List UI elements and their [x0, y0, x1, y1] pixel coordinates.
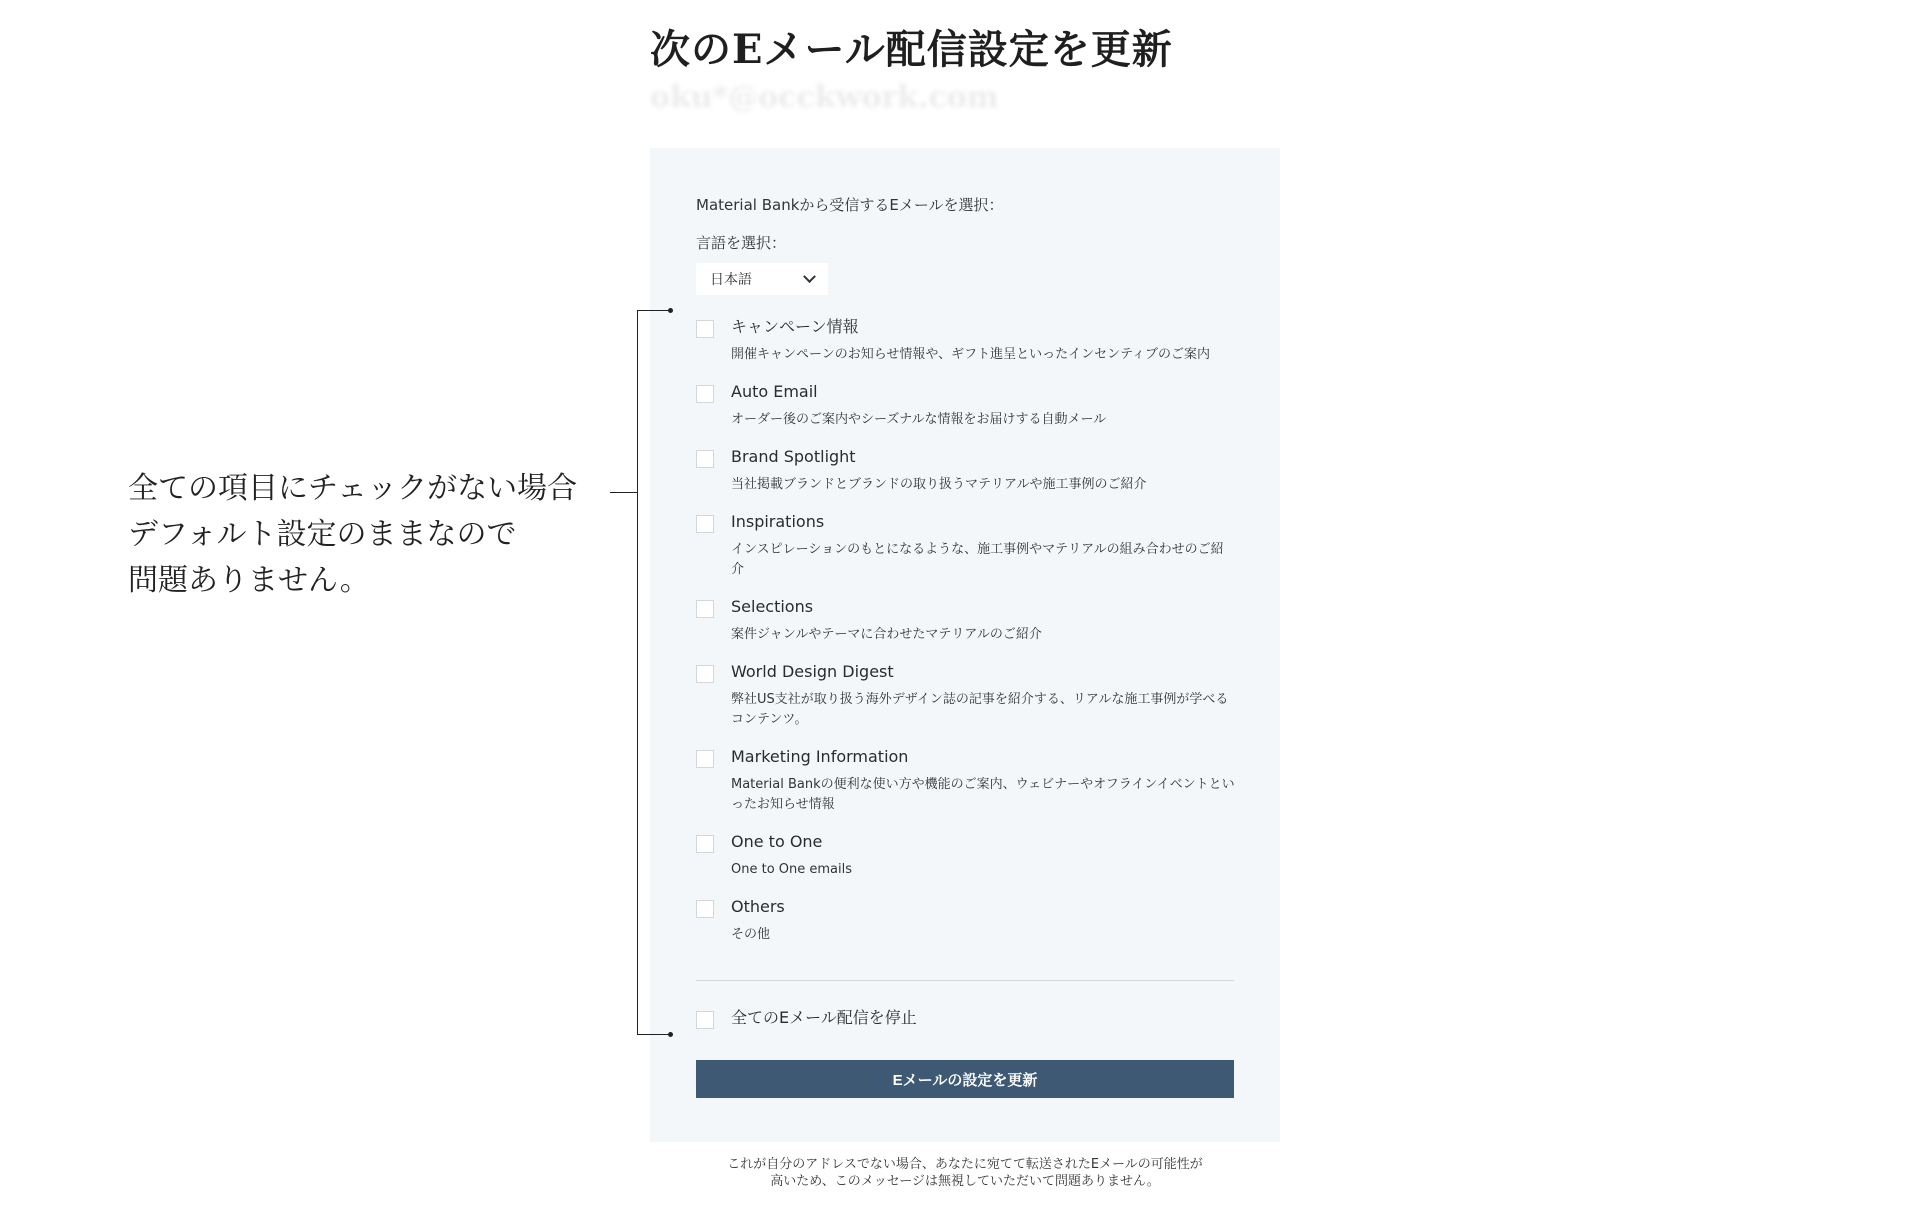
option-title: Marketing Information: [731, 747, 909, 766]
option-description: 案件ジャンルやテーマに合わせたマテリアルのご紹介: [731, 627, 1042, 642]
annotation-connector: [610, 492, 637, 493]
chevron-down-icon: [803, 270, 816, 283]
footer-line: 高いため、このメッセージは無視していただいて問題ありません。: [770, 1174, 1160, 1189]
email-options-list: [696, 316, 1236, 961]
language-selected-value: 日本語: [710, 272, 752, 288]
option-others[interactable]: [696, 896, 1236, 945]
option-title: Inspirations: [731, 512, 825, 531]
annotation-bracket-bottom: [637, 1034, 671, 1035]
option-auto-email[interactable]: [696, 381, 1236, 430]
annotation-line: 全ての項目にチェックがない場合: [128, 471, 578, 506]
update-preferences-button[interactable]: Eメールの設定を更新: [696, 1060, 1234, 1098]
checkbox[interactable]: [696, 450, 714, 468]
masked-email-address: oku*@occkwork.com: [650, 80, 999, 115]
option-one-to-one[interactable]: [696, 831, 1236, 880]
checkbox[interactable]: [696, 320, 714, 338]
footer-note: [650, 1156, 1280, 1190]
page-title: 次のEメール配信設定を更新: [650, 26, 1173, 73]
checkbox[interactable]: [696, 750, 714, 768]
checkbox[interactable]: [696, 385, 714, 403]
language-select[interactable]: [696, 263, 828, 295]
checkbox[interactable]: [696, 515, 714, 533]
option-description: インスピレーションのもとになるような、施工事例やマテリアルの組み合わせのご紹介: [731, 542, 1224, 577]
option-title: Selections: [731, 597, 814, 616]
bracket-end-dot: [668, 1032, 673, 1037]
checkbox[interactable]: [696, 665, 714, 683]
divider: [696, 980, 1234, 981]
annotation-line: デフォルト設定のままなので: [128, 517, 517, 552]
option-stop-all[interactable]: [696, 1007, 917, 1029]
checkbox[interactable]: [696, 1011, 714, 1029]
option-marketing-information[interactable]: [696, 746, 1236, 815]
option-description: 当社掲載ブランドとブランドの取り扱うマテリアルや施工事例のご紹介: [731, 477, 1147, 492]
option-description: Material Bankの便利な使い方や機能のご案内、ウェビナーやオフラインイベントといったお知らせ情報: [731, 777, 1235, 812]
option-description: 弊社US支社が取り扱う海外デザイン誌の記事を紹介する、リアルな施工事例が学べるコンテンツ。: [731, 692, 1229, 727]
intro-text: Material Bankから受信するEメールを選択：: [696, 196, 1004, 214]
option-description: オーダー後のご案内やシーズナルな情報をお届けする自動メール: [731, 412, 1107, 427]
option-description: One to One emails: [731, 862, 853, 877]
option-title: Brand Spotlight: [731, 447, 856, 466]
option-title: One to One: [731, 832, 823, 851]
option-title: キャンペーン情報: [731, 317, 859, 336]
option-title: World Design Digest: [731, 662, 894, 681]
annotation-bracket: [637, 310, 638, 1034]
option-title: Others: [731, 897, 785, 916]
option-brand-spotlight[interactable]: [696, 446, 1236, 495]
annotation-note: [128, 466, 577, 604]
option-description: その他: [731, 927, 771, 942]
option-description: 開催キャンペーンのお知らせ情報や、ギフト進呈といったインセンティブのご案内: [731, 347, 1211, 362]
option-campaign[interactable]: [696, 316, 1236, 365]
footer-line: これが自分のアドレスでない場合、あなたに宛てて転送されたEメールの可能性が: [727, 1157, 1203, 1172]
checkbox[interactable]: [696, 900, 714, 918]
email-preferences-panel: [650, 148, 1280, 1142]
annotation-line: 問題ありません。: [128, 563, 370, 598]
option-inspirations[interactable]: [696, 511, 1236, 580]
checkbox[interactable]: [696, 600, 714, 618]
option-title: Auto Email: [731, 382, 818, 401]
checkbox[interactable]: [696, 835, 714, 853]
option-world-design-digest[interactable]: [696, 661, 1236, 730]
language-label: 言語を選択：: [696, 234, 787, 252]
bracket-end-dot: [668, 308, 673, 313]
option-selections[interactable]: [696, 596, 1236, 645]
stop-all-label: 全てのEメール配信を停止: [731, 1008, 917, 1027]
annotation-bracket-top: [637, 310, 671, 311]
